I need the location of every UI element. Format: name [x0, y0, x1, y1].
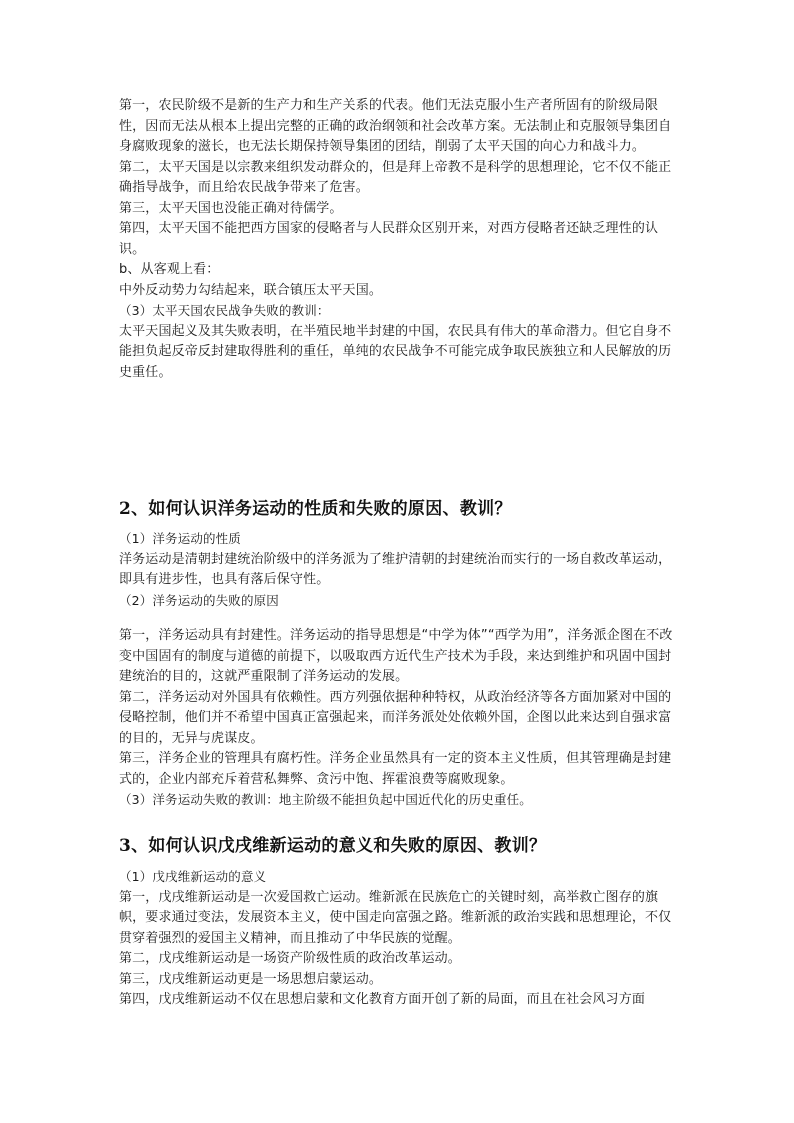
paragraph-first-reason: 第一，农民阶级不是新的生产力和生产关系的代表。他们无法克服小生产者所固有的阶级局限性，因而无法从根本上提出完整的正确的政治纲领和社会改革方案。无法制止和克服领导集团自身腐败现象的滋长，也无法长期保持领导集团的团结，削弱了太平天国的向心力和战斗力。 [119, 98, 672, 154]
section-taiping-failure [119, 96, 679, 383]
paragraph-significance-third: 第三，戊戌维新运动更是一场思想启蒙运动。 [119, 971, 383, 987]
paragraph-nature: 洋务运动是清朝封建统治阶级中的洋务派为了维护清朝的封建统治而实行的一场自救改革运动，即具有进步性，也具有落后保守性。 [119, 551, 672, 587]
paragraph-reason-dependence: 第二，洋务运动对外国具有依赖性。西方列强依据种种特权，从政治经济等各方面加紧对中国的侵略控制，他们并不希望中国真正富强起来，而洋务派处处依赖外国，企图以此来达到自强求富的目的，无异与虎谋皮。 [119, 689, 672, 746]
paragraph-significance-fourth: 第四，戊戌维新运动不仅在思想启蒙和文化教育方面开创了新的局面，而且在社会风习方面 [119, 992, 646, 1007]
section-westernization-body [119, 529, 679, 611]
paragraph-reason-corruption: 第三，洋务企业的管理具有腐朽性。洋务企业虽然具有一定的资本主义性质，但其管理确是封建式的，企业内部充斥着营私舞弊、贪污中饱、挥霍浪费等腐败现象。 [119, 751, 672, 787]
section-heading-westernization: 2、如何认识洋务运动的性质和失败的原因、教训？ [119, 499, 512, 519]
section-westernization-reasons [119, 626, 679, 811]
paragraph-lesson-title: （3）太平天国农民战争失败的教训： [119, 303, 330, 318]
subheading-nature: （1）洋务运动的性质 [119, 531, 241, 546]
paragraph-significance-second: 第二，戊戌维新运动是一场资产阶级性质的政治改革运动。 [119, 951, 461, 966]
paragraph-third-reason: 第三，太平天国也没能正确对待儒学。 [119, 200, 343, 216]
section-reform-body [119, 867, 679, 1011]
paragraph-second-reason: 第二，太平天国是以宗教来组织发动群众的，但是拜上帝教不是科学的思想理论，它不仅不能正确指导战争，而且给农民战争带来了危害。 [119, 159, 672, 195]
paragraph-lesson-text: 太平天国起义及其失败表明，在半殖民地半封建的中国，农民具有伟大的革命潜力。但它自身不能担负起反帝反封建取得胜利的重任，单纯的农民战争不可能完成争取民族独立和人民解放的历史重任。 [119, 323, 672, 380]
paragraph-westernization-lesson: （3）洋务运动失败的教训：地主阶级不能担负起中国近代化的历史重任。 [119, 792, 532, 807]
paragraph-fourth-reason: 第四，太平天国不能把西方国家的侵略者与人民群众区别开来，对西方侵略者还缺乏理性的认识。 [119, 221, 659, 257]
paragraph-objective-reason: 中外反动势力勾结起来，联合镇压太平天国。 [119, 282, 383, 298]
subheading-failure-reasons: （2）洋务运动的失败的原因 [119, 592, 279, 608]
section-heading-reform: 3、如何认识戊戌维新运动的意义和失败的原因、教训？ [119, 836, 547, 856]
section-westernization [119, 497, 679, 521]
subheading-significance: （1）戊戌维新运动的意义 [119, 869, 267, 884]
paragraph-significance-first: 第一，戊戌维新运动是一次爱国救亡运动。维新派在民族危亡的关键时刻，高举救亡图存的旗帜，要求通过变法，发展资本主义，使中国走向富强之路。维新派的政治实践和思想理论，不仅贯穿着强烈的爱国主义精神，而且推动了中华民族的觉醒。 [119, 889, 672, 946]
paragraph-reason-feudal: 第一，洋务运动具有封建性。洋务运动的指导思想是“中学为体”“西学为用”，洋务派企图在不改变中国固有的制度与道德的前提下，以吸取西方近代生产技术为手段，来达到维护和巩固中国封建统治的目的，这就严重限制了洋务运动的发展。 [119, 628, 673, 684]
section-reform [119, 834, 679, 858]
paragraph-objective-heading: b、从客观上看： [119, 262, 220, 277]
